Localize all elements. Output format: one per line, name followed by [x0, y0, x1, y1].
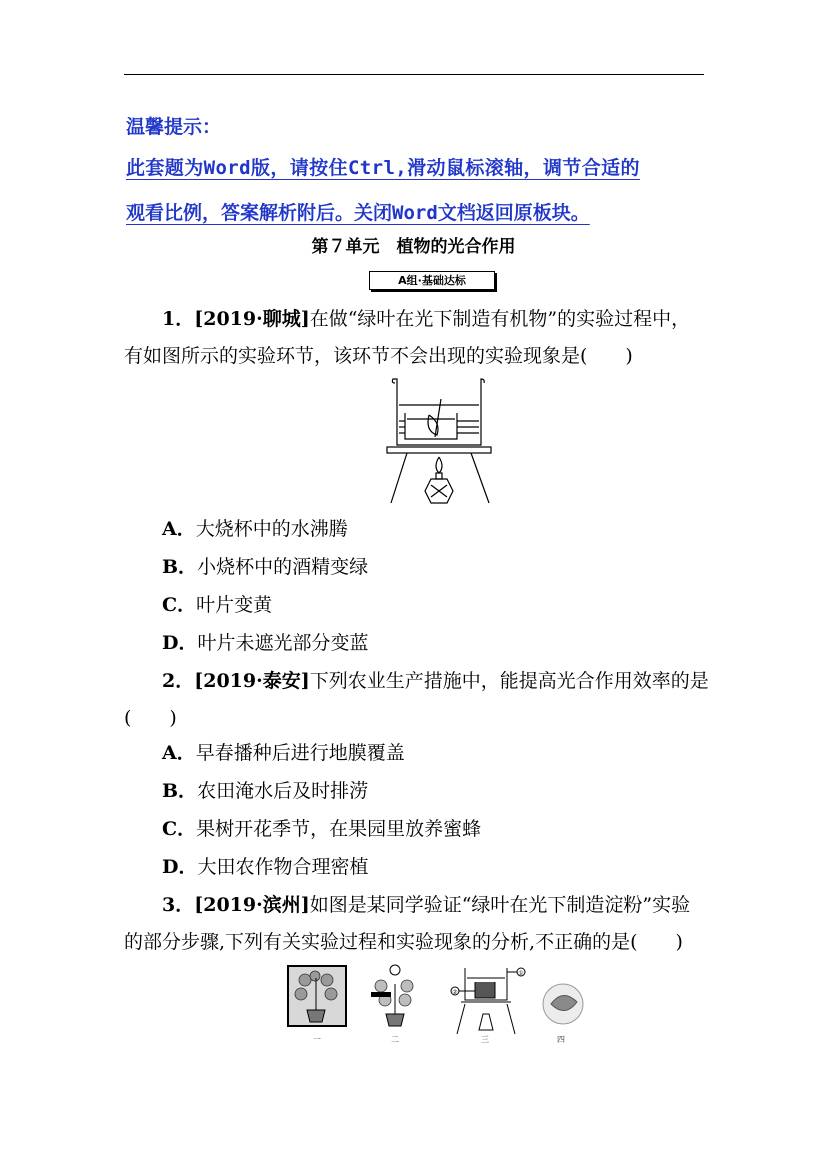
option-letter: B．: [162, 556, 198, 578]
option-text: 小烧杯中的酒精变绿: [197, 556, 369, 578]
step-label-4: 四: [557, 1035, 565, 1044]
unit-title: 第７单元 植物的光合作用: [311, 237, 516, 257]
marker-1: ①: [518, 970, 524, 977]
q1-option-a: [162, 520, 348, 539]
question-2-line-2: ( ): [124, 707, 177, 729]
q1-option-c: [162, 596, 272, 615]
option-letter: A．: [162, 518, 196, 540]
tip-title: 温馨提示：: [126, 116, 222, 138]
question-3-line-2: 的部分步骤,下列有关实验过程和实验现象的分析,不正确的是( ): [124, 931, 683, 953]
marker-2: ②: [452, 989, 458, 996]
option-letter: C．: [162, 818, 197, 840]
q2-option-c: [162, 820, 481, 839]
question-number: 2．: [162, 670, 195, 692]
step-label-3: 三: [481, 1035, 489, 1044]
question-source: [2019·滨州]: [194, 894, 310, 916]
q2-option-d: [162, 858, 369, 877]
question-2-line-1: [162, 672, 709, 691]
q2-option-b: [162, 782, 368, 801]
q1-option-d: [162, 634, 369, 653]
option-text: 早春播种后进行地膜覆盖: [195, 742, 405, 764]
option-text: 大田农作物合理密植: [197, 856, 369, 878]
step-label-1: 一: [313, 1035, 321, 1044]
question-stem: 在做“绿叶在光下制造有机物”的实验过程中，: [309, 308, 691, 330]
question-number: 3．: [162, 894, 195, 916]
question-stem: 如图是某同学验证“绿叶在光下制造淀粉”实验: [309, 894, 691, 916]
option-letter: D．: [162, 632, 198, 654]
option-letter: D．: [162, 856, 198, 878]
starch-experiment-steps-figure: [285, 964, 595, 1044]
q2-option-a: [162, 744, 405, 763]
question-source: [2019·泰安]: [194, 670, 310, 692]
step-3-water-bath: [451, 968, 525, 1034]
option-text: 大烧杯中的水沸腾: [195, 518, 348, 540]
step-label-2: 二: [391, 1035, 399, 1044]
tip-line-2: 观看比例，答案解析附后。关闭Word文档返回原板块。: [126, 202, 590, 224]
step-4-leaf-in-dish: [543, 984, 583, 1024]
header-rule: [124, 74, 704, 75]
beaker-heating-figure: [385, 375, 505, 507]
option-letter: C．: [162, 594, 197, 616]
question-1-line-1: [162, 310, 690, 329]
question-source: [2019·聊城]: [194, 308, 310, 330]
option-text: 果树开花季节，在果园里放养蜜蜂: [196, 818, 482, 840]
question-3-line-1: [162, 896, 690, 915]
question-number: 1．: [162, 308, 195, 330]
question-1-line-2: 有如图所示的实验环节，该环节不会出现的实验现象是( ): [124, 345, 633, 367]
group-badge: A组·基础达标: [369, 271, 495, 290]
tip-line-1: 此套题为Word版，请按住Ctrl,滑动鼠标滚轴，调节合适的: [126, 157, 640, 179]
option-letter: A．: [162, 742, 196, 764]
step-2-shading-in-light: [371, 965, 413, 1026]
option-text: 农田淹水后及时排涝: [197, 780, 369, 802]
step-1-dark-box: [288, 966, 346, 1026]
question-stem: 下列农业生产措施中，能提高光合作用效率的是: [309, 670, 709, 692]
option-text: 叶片未遮光部分变蓝: [197, 632, 369, 654]
option-text: 叶片变黄: [196, 594, 273, 616]
q1-option-b: [162, 558, 368, 577]
option-letter: B．: [162, 780, 198, 802]
